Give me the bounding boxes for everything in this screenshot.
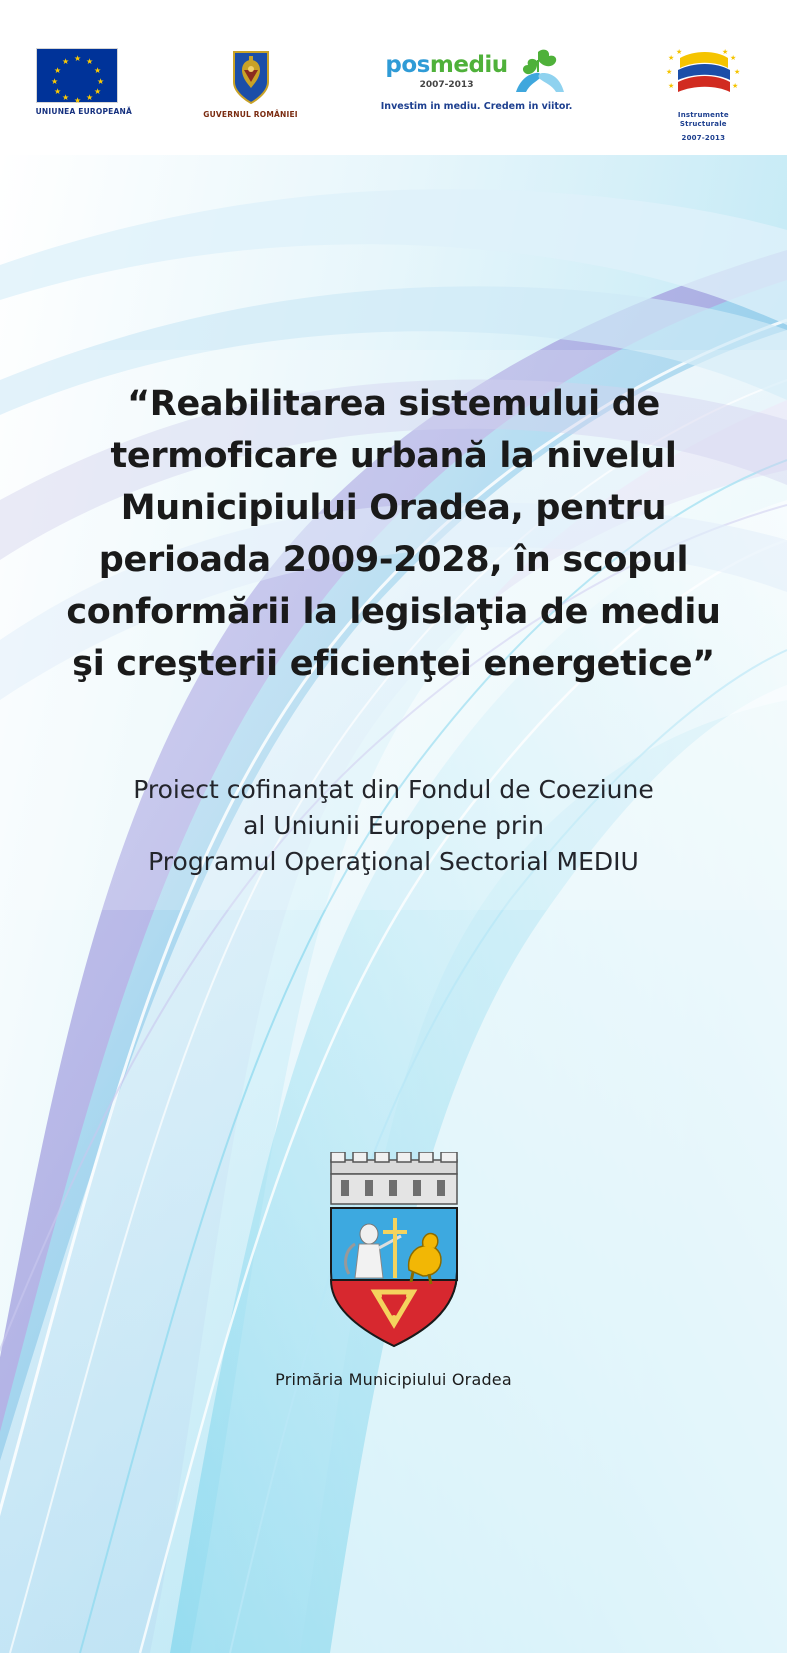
government-logo-caption: GUVERNUL ROMÂNIEI: [203, 110, 298, 119]
posmediu-word-pos: pos: [385, 52, 430, 79]
mural-crown: [331, 1152, 457, 1204]
structural-instruments-icon: [664, 48, 742, 102]
posmediu-wordmark: [385, 52, 507, 78]
svg-text:★: ★: [676, 48, 683, 56]
title-line-6: şi creşterii eficienţei energetice”: [72, 644, 715, 684]
title-line-4: perioada 2009-2028, în scopul: [98, 540, 689, 580]
svg-text:★: ★: [732, 82, 739, 90]
eu-logo-caption: UNIUNEA EUROPEANĂ: [35, 107, 132, 116]
romanian-coat-of-arms-icon: [230, 48, 272, 106]
eu-logo: [36, 48, 132, 117]
subtitle-line-2: al Uniunii Europene prin: [243, 811, 544, 840]
posmediu-word-mediu: mediu: [429, 52, 508, 79]
posmediu-logo: [369, 48, 584, 113]
svg-text:★: ★: [730, 54, 737, 62]
structural-caption-line1: Instrumente Structurale: [677, 111, 729, 129]
svg-text:★: ★: [668, 54, 675, 62]
posmediu-wordmark-row: [369, 48, 584, 94]
posmediu-years: 2007-2013: [419, 79, 474, 90]
project-funding-note: [0, 772, 787, 880]
svg-text:★: ★: [666, 68, 673, 76]
city-coat-of-arms-block: [0, 1152, 787, 1389]
title-line-1: “Reabilitarea sistemului de: [127, 384, 660, 424]
subtitle-line-1: Proiect cofinanţat din Fondul de Coeziune: [133, 775, 654, 804]
project-title: [0, 378, 787, 690]
logo-bar: [0, 0, 787, 155]
svg-text:★: ★: [722, 48, 729, 56]
title-line-3: Municipiului Oradea, pentru: [120, 488, 667, 528]
posmediu-slogan: Investim in mediu. Credem in viitor.: [380, 101, 573, 112]
structural-instruments-logo: [655, 48, 751, 143]
svg-text:★: ★: [668, 82, 675, 90]
government-logo: [203, 48, 298, 120]
title-line-5: conformării la legislaţia de mediu: [66, 592, 721, 632]
coat-of-arms-caption: Primăria Municipiului Oradea: [275, 1370, 512, 1389]
european-union-flag-icon: ★ ★ ★ ★ ★ ★ ★ ★ ★ ★ ★ ★: [36, 48, 118, 103]
structural-caption-line2: 2007-2013: [681, 133, 726, 142]
subtitle-line-3: Programul Operaţional Sectorial MEDIU: [148, 847, 639, 876]
hands-leaf-icon: [512, 48, 568, 94]
oradea-coat-of-arms-icon: [309, 1152, 479, 1352]
svg-text:★: ★: [734, 68, 741, 76]
title-line-2: termoficare urbană la nivelul: [110, 436, 677, 476]
